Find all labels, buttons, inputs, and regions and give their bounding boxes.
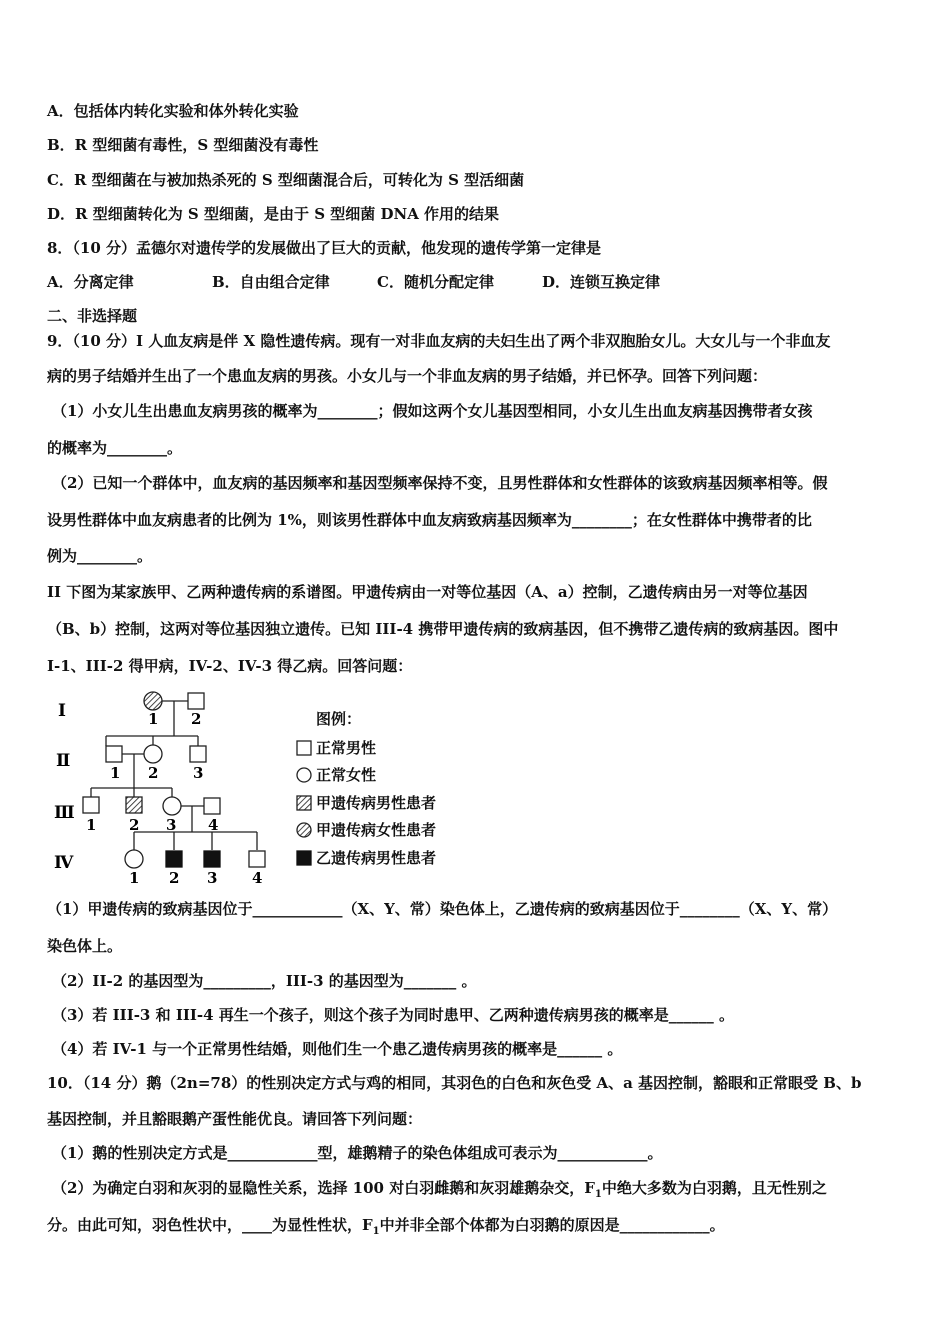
q9-II-q4: （4）若 IV-1 与一个正常男性结婚，则他们生一个患乙遗传病男孩的概率是______ 。 bbox=[52, 1040, 623, 1058]
legend-normal-male bbox=[296, 737, 376, 757]
q8-option-b: B．自由组合定律 bbox=[212, 273, 330, 291]
q10-part1: （1）鹅的性别决定方式是____________型，雄鹅精子的染色体组成可表示为____________。 bbox=[52, 1144, 663, 1162]
IV-1-normal-female bbox=[125, 850, 143, 868]
hatched-square-icon bbox=[296, 795, 312, 811]
III-2-label: 2 bbox=[129, 816, 140, 834]
IV-3-label: 3 bbox=[207, 869, 218, 884]
II-3-label: 3 bbox=[193, 764, 204, 782]
II-2-label: 2 bbox=[148, 764, 159, 782]
q9-part2-line2: 设男性群体中血友病患者的比例为 1%，则该男性群体中血友病致病基因频率为________；在女性群体中携带者的比 bbox=[47, 511, 812, 529]
q9-part2-line1: （2）已知一个群体中，血友病的基因频率和基因型频率保持不变，且男性群体和女性群体的该致病基因频率相等。假 bbox=[52, 474, 828, 492]
q9-II-q1-line1: （1）甲遗传病的致病基因位于____________（X、Y、常）染色体上，乙遗传病的致病基因位于________（X、Y、常） bbox=[47, 900, 838, 918]
q7-option-a: A．包括体内转化实验和体外转化实验 bbox=[47, 102, 299, 120]
III-1-label: 1 bbox=[86, 816, 97, 834]
q10-part2-line1 bbox=[52, 1178, 827, 1205]
q10-part2-line2-sub: 1 bbox=[372, 1226, 380, 1237]
pedigree-chart bbox=[48, 684, 283, 884]
q9-stem-line1: 9．（10 分）I 人血友病是伴 X 隐性遗传病。现有一对非血友病的夫妇生出了两个非双胞胎女儿。大女儿与一个非血友 bbox=[47, 332, 831, 350]
IV-2-affected-male-b bbox=[166, 851, 182, 867]
II-1-normal-male bbox=[106, 746, 122, 762]
q9-part2-line3: 例为________。 bbox=[47, 547, 153, 565]
II-2-normal-female bbox=[144, 745, 162, 763]
generation-label-3: Ⅲ bbox=[54, 803, 75, 823]
III-4-label: 4 bbox=[208, 816, 219, 834]
IV-2-label: 2 bbox=[169, 869, 180, 884]
III-4-normal-male bbox=[204, 798, 220, 814]
q10-part2-line1-post: 中绝大多数为白羽鹅，且无性别之 bbox=[601, 1179, 827, 1197]
hatched-circle-icon bbox=[296, 822, 312, 838]
q9-part1-line2: 的概率为________。 bbox=[47, 439, 183, 457]
square-icon bbox=[296, 740, 312, 756]
II-1-label: 1 bbox=[110, 764, 121, 782]
q7-option-b: B．R 型细菌有毒性，S 型细菌没有毒性 bbox=[47, 136, 319, 154]
q9-II-line3: I-1、III-2 得甲病，IV-2、IV-3 得乙病。回答问题： bbox=[47, 657, 413, 675]
I-2-label: 2 bbox=[191, 710, 202, 728]
q10-part2-line1-sub: 1 bbox=[594, 1189, 602, 1200]
q9-II-q2: （2）II-2 的基因型为_________，III-3 的基因型为_______ 。 bbox=[52, 972, 477, 990]
legend-a-male bbox=[296, 792, 436, 812]
I-2-normal-male bbox=[188, 693, 204, 709]
IV-4-label: 4 bbox=[252, 869, 263, 884]
q9-II-line2: （B、b）控制，这两对等位基因独立遗传。已知 III-4 携带甲遗传病的致病基因，但不携带乙遗传病的致病基因。图中 bbox=[47, 620, 839, 638]
IV-3-affected-male-b bbox=[204, 851, 220, 867]
legend-a-female-label: 甲遗传病女性患者 bbox=[316, 821, 437, 839]
q9-II-q1-line2: 染色体上。 bbox=[47, 937, 123, 955]
legend-a-male-label: 甲遗传病男性患者 bbox=[316, 794, 437, 812]
legend-b-male-label: 乙遗传病男性患者 bbox=[316, 849, 437, 867]
q9-stem-line2: 病的男子结婚并生出了一个患血友病的男孩。小女儿与一个非血友病的男子结婚，并已怀孕。回答下列问题： bbox=[47, 367, 768, 385]
q10-part2-line2 bbox=[47, 1215, 725, 1242]
III-3-normal-female bbox=[163, 797, 181, 815]
q10-part2-line2-post: 中并非全部个体都为白羽鹅的原因是____________。 bbox=[379, 1216, 725, 1234]
I-1-label: 1 bbox=[148, 710, 159, 728]
III-2-affected-male-a bbox=[126, 797, 142, 813]
section-heading: 二、非选择题 bbox=[47, 307, 138, 325]
III-1-normal-male bbox=[83, 797, 99, 813]
q8-option-c: C．随机分配定律 bbox=[377, 273, 494, 291]
q8-option-a: A．分离定律 bbox=[47, 273, 134, 291]
generation-label-2: Ⅱ bbox=[56, 751, 71, 771]
legend-a-female bbox=[296, 819, 436, 839]
q9-II-q3: （3）若 III-3 和 III-4 再生一个孩子，则这个孩子为同时患甲、乙两种遗传病男孩的概率是______ 。 bbox=[52, 1006, 734, 1024]
circle-icon bbox=[296, 767, 312, 783]
q8-stem: 8．（10 分）孟德尔对遗传学的发展做出了巨大的贡献，他发现的遗传学第一定律是 bbox=[47, 239, 602, 257]
generation-label-4: Ⅳ bbox=[54, 853, 74, 873]
q10-stem-line1: 10．（14 分）鹅（2n=78）的性别决定方式与鸡的相同，其羽色的白色和灰色受 A、a 基因控制，豁眼和正常眼受 B、b bbox=[47, 1074, 862, 1092]
II-3-normal-male bbox=[190, 746, 206, 762]
legend-title: 图例： bbox=[316, 710, 362, 728]
legend-normal-male-label: 正常男性 bbox=[316, 739, 377, 757]
q7-option-c: C．R 型细菌在与被加热杀死的 S 型细菌混合后，可转化为 S 型活细菌 bbox=[47, 171, 525, 189]
I-1-affected-female-a bbox=[144, 692, 162, 710]
q10-part2-line2-pre: 分。由此可知，羽色性状中，____为显性性状，F bbox=[47, 1216, 373, 1234]
q9-part1-line1: （1）小女儿生出患血友病男孩的概率为________；假如这两个女儿基因型相同，小女儿生出血友病基因携带者女孩 bbox=[52, 402, 813, 420]
q10-part2-line1-pre: （2）为确定白羽和灰羽的显隐性关系，选择 100 对白羽雌鹅和灰羽雄鹅杂交，F bbox=[52, 1179, 595, 1197]
q8-option-d: D．连锁互换定律 bbox=[542, 273, 661, 291]
IV-1-label: 1 bbox=[129, 869, 140, 884]
generation-label-1: Ⅰ bbox=[58, 701, 66, 721]
IV-4-normal-male bbox=[249, 851, 265, 867]
q9-II-line1: II 下图为某家族甲、乙两种遗传病的系谱图。甲遗传病由一对等位基因（A、a）控制，乙遗传病由另一对等位基因 bbox=[47, 583, 808, 601]
q7-option-d: D．R 型细菌转化为 S 型细菌，是由于 S 型细菌 DNA 作用的结果 bbox=[47, 205, 500, 223]
III-3-label: 3 bbox=[166, 816, 177, 834]
filled-square-icon bbox=[296, 850, 312, 866]
legend-b-male bbox=[296, 847, 436, 867]
q10-stem-line2: 基因控制，并且豁眼鹅产蛋性能优良。请回答下列问题： bbox=[47, 1110, 423, 1128]
legend-normal-female-label: 正常女性 bbox=[316, 766, 377, 784]
legend-normal-female bbox=[296, 764, 376, 784]
